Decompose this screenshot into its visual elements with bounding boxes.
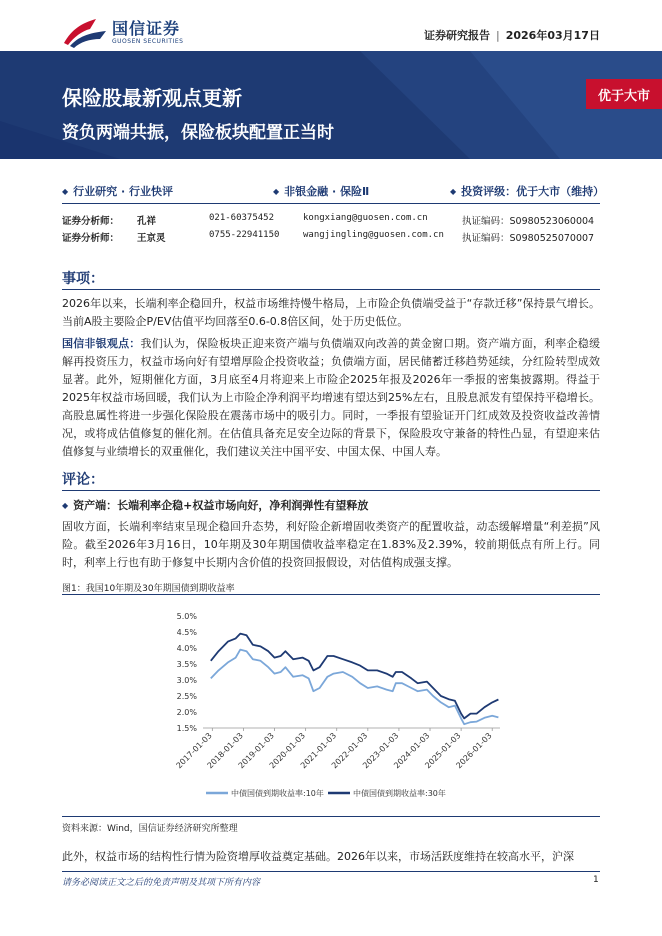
series-10y-line [211,650,499,725]
view-label: 国信非银观点： [62,337,141,350]
x-tick-label: 2022-01-03 [329,731,370,771]
legend-label: 中债国债到期收益率:10年 [231,789,324,798]
figure-caption: 图1：我国10年期及30年期国债到期收益率 [62,584,235,594]
rating-badge: 优于大市 [586,79,662,109]
x-tick-label: 2018-01-03 [205,731,245,771]
x-tick-label: 2024-01-03 [392,731,432,771]
y-tick-label: 4.5% [176,628,197,637]
divider [62,289,600,290]
y-tick-label: 1.5% [176,724,197,733]
diamond-icon: ◆ [273,187,280,196]
view-paragraph: 国信非银观点：我们认为，保险板块正迎来资产端与负债端双向改善的黄金窗口期。资产端方面，利率企稳缓解再投资压力，权益市场向好有望增厚险企投资收益；负债端方面，居民储蓄迁移趋势延续，分红险转型成效显著。此外，短期催化方面，3月底至4月将迎来上市险企2025年报及2026年一季报的密集披露期。得益于2025年权益市场回暖，我们认为上市险企净利润平均增速有望达到25%左右，且股息派发有望保持平稳增长。高股息属性将进一步强化保险股在震荡市场中的吸引力。同时，一季报有望验证开门红成效及投资收益改善情况，或将成估值修复的催化剂。在估值具备充足安全边际的背景下，保险股攻守兼备的特性凸显，有望迎来估值修复与业绩增长的双重催化，我们建议关注中国平安、中国太保、中国人寿。 [62,337,601,458]
event-heading: 事项： [62,271,104,287]
meta-sector: ◆ 非银金融 · 保险Ⅱ [273,185,370,198]
event-paragraph: 2026年以来，长端利率企稳回升，权益市场维持慢牛格局，上市险企负债端受益于“存款迁移”保持景气增长。当前A股主要险企P/EV估值平均回落至0.6-0.8倍区间，处于历史低位。 [62,297,600,328]
diamond-icon: ◆ [62,187,69,196]
meta-rating: ◆ 投资评级：优于大市（维持） [450,185,605,198]
asset-subheading: ◆ 资产端：长端利率企稳+权益市场向好，净利润弹性有望释放 [62,499,369,512]
footer-disclaimer[interactable]: 请务必阅读正文之后的免责声明及其项下所有内容 [62,878,261,888]
comment-heading: 评论： [62,472,104,488]
report-subtitle: 资负两端共振，保险板块配置正当时 [62,123,334,143]
y-tick-label: 2.0% [176,708,197,717]
divider [62,490,600,491]
x-tick-label: 2026-01-03 [454,731,494,771]
y-tick-label: 3.0% [176,676,197,685]
tail-paragraph: 此外，权益市场的结构性行情为险资增厚收益奠定基础。2026年以来，市场活跃度维持在较高水平，沪深 [62,850,574,863]
divider [62,203,600,204]
report-header-info: 证券研究报告 | 2026年03月17日 [424,29,600,42]
footer-divider [62,871,600,872]
divider [62,594,600,595]
asset-paragraph: 固收方面，长端利率结束呈现企稳回升态势，利好险企新增固收类资产的配置收益，动态缓解增量“利差损”风险。截至2026年3月16日，10年期及30年期国债收益率稳定在1.83%及2.39%，较前期低点有所上行。同时，利率上行也有助于修复中长期内含价值的投资回报假设，对估值构成强支撑。 [62,520,600,569]
meta-category: ◆ 行业研究 · 行业快评 [62,185,173,198]
y-tick-label: 2.5% [176,692,197,701]
x-tick-label: 2020-01-03 [267,731,308,771]
report-type: 证券研究报告 [424,29,490,42]
figure-source: 资料来源：Wind，国信证券经济研究所整理 [62,824,238,834]
bond-yield-chart [62,597,600,819]
diamond-icon: ◆ [62,501,69,510]
logo-text-en: GUOSEN SECURITIES [112,38,184,45]
report-date: 2026年03月17日 [505,29,600,42]
report-title: 保险股最新观点更新 [62,86,242,110]
x-tick-label: 2025-01-03 [423,731,463,771]
page-number: 1 [593,875,599,885]
divider [62,816,600,817]
x-tick-label: 2017-01-03 [174,731,214,771]
y-tick-label: 3.5% [176,660,197,669]
legend-label: 中债国债到期收益率:30年 [353,789,446,798]
analyst-email[interactable]: kongxiang@guosen.com.cn [303,213,428,223]
analyst-email[interactable]: wangjingling@guosen.com.cn [303,230,444,240]
x-tick-label: 2021-01-03 [298,731,339,771]
x-tick-label: 2023-01-03 [361,731,401,771]
y-tick-label: 4.0% [176,644,197,653]
x-tick-label: 2019-01-03 [236,731,276,771]
diamond-icon: ◆ [450,187,457,196]
logo-text-cn: 国信证券 [112,19,181,38]
guosen-logo-icon [62,15,108,49]
y-tick-label: 5.0% [176,612,197,621]
